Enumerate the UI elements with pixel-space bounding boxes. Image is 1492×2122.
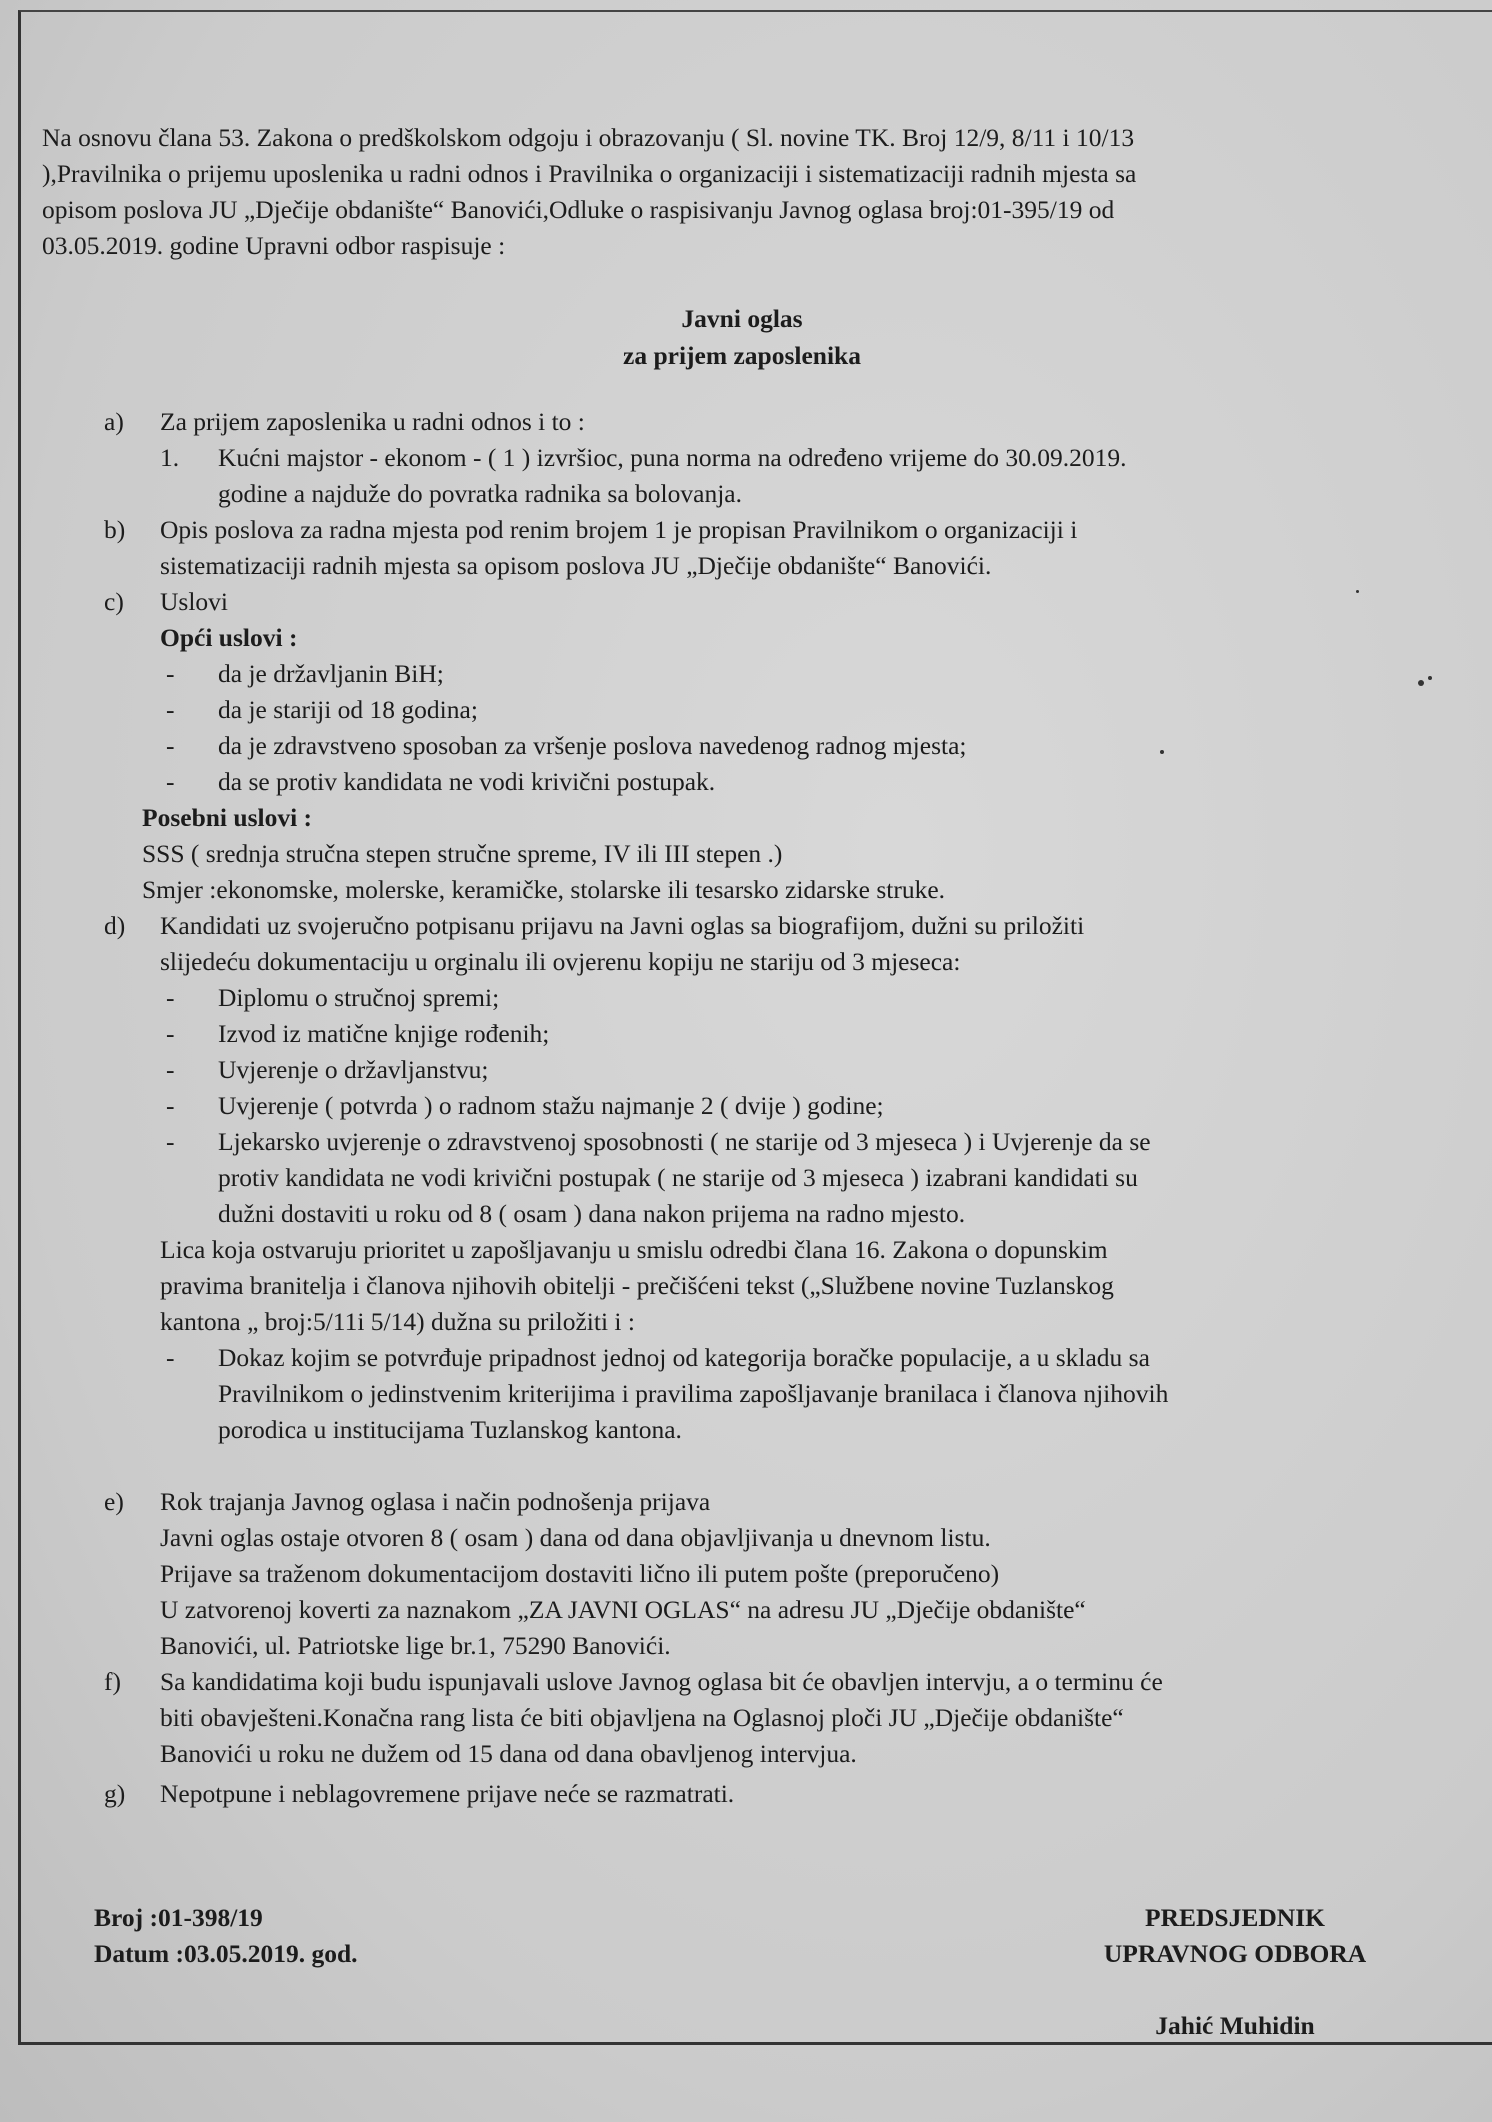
scan-speck [1418,680,1424,686]
intro-line: Na osnovu člana 53. Zakona o predškolskom odgoju i obrazovanju ( Sl. novine TK. Broj 12/9, 8/11 i 10/13 [42,123,1135,152]
document-body [42,120,1442,1812]
scan-speck [1428,676,1432,680]
section-f-line: Banovići u roku ne dužem od 15 dana od dana obavljenog intervjua. [160,1739,857,1768]
signature-block [1060,1900,1410,2044]
section-d-line: Kandidati uz svojeručno potpisanu prijavu na Javni oglas sa biografijom, dužni su priložiti [160,911,1085,940]
title-line-1: Javni oglas [681,304,803,333]
list-item [160,1088,1442,1124]
list-item [160,764,1442,800]
dash-mark: - [166,731,175,760]
section-f-line: biti obavješteni.Konačna rang lista će biti objavljena na Oglasnoj ploči JU „Dječije obdanište“ [160,1703,1124,1732]
signatory-name: Jahić Muhidin [1155,2011,1315,2040]
list-item [160,1124,1442,1232]
dash-mark: - [166,983,175,1012]
section-b-line: sistematizaciji radnih mjesta sa opisom poslova JU „Dječije obdanište“ Banovići. [160,551,992,580]
section-letter: g) [104,1779,126,1808]
section-e-line: Javni oglas ostaje otvoren 8 ( osam ) dana od dana objavljivanja u dnevnom listu. [160,1523,991,1552]
list-item-text: da je stariji od 18 godina; [218,695,478,724]
scan-speck [1160,750,1164,754]
section-d-line: slijedeću dokumentaciju u orginalu ili ovjerenu kopiju ne stariju od 3 mjeseca: [160,947,961,976]
list-item [160,980,1442,1016]
dash-mark: - [166,695,175,724]
list-item-text: porodica u institucijama Tuzlanskog kantona. [218,1415,682,1444]
dash-mark: - [166,1019,175,1048]
signatory-title: UPRAVNOG ODBORA [1103,1939,1367,1968]
position-item [160,440,1442,512]
section-f-line: Sa kandidatima koji budu ispunjavali uslove Javnog oglasa bit će obavljen intervju, a o terminu će [160,1667,1163,1696]
section-c [42,584,1442,908]
item-number: 1. [160,443,180,472]
section-b-line: Opis poslova za radna mjesta pod renim brojem 1 je propisan Pravilnikom o organizaciji i [160,515,1078,544]
section-c-heading: Uslovi [160,587,229,616]
list-item-text: dužni dostaviti u roku od 8 ( osam ) dana nakon prijema na radno mjesto. [218,1199,966,1228]
title-line-2: za prijem zaposlenika [623,341,861,370]
list-item-text: Uvjerenje o državljanstvu; [218,1055,489,1084]
section-e-line: Prijave sa traženom dokumentacijom dostaviti lično ili putem pošte (preporučeno) [160,1559,1000,1588]
section-f [42,1664,1442,1772]
section-d [42,908,1442,1448]
section-letter: f) [104,1667,121,1696]
general-conditions-heading: Opći uslovi : [160,623,298,652]
list-item-text: Diplomu o stručnoj spremi; [218,983,500,1012]
section-a [42,404,1442,512]
section-e-line: Rok trajanja Javnog oglasa i način podnošenja prijava [160,1487,711,1516]
section-e [42,1484,1442,1664]
item-line: Kućni majstor - ekonom - ( 1 ) izvršioc, puna norma na određeno vrijeme do 30.09.2019. [218,443,1127,472]
section-e-line: Banovići, ul. Patriotske lige br.1, 75290 Banovići. [160,1631,671,1660]
intro-line: ),Pravilnika o prijemu uposlenika u radni odnos i Pravilnika o organizaciji i sistematizaciji radnih mjesta sa [42,159,1137,188]
document-date: Datum :03.05.2019. god. [94,1939,358,1968]
scan-speck [1356,590,1359,593]
section-letter: d) [104,911,126,940]
dash-mark: - [166,1091,175,1120]
dash-mark: - [166,1127,175,1156]
section-g-text: Nepotpune i neblagovremene prijave neće se razmatrati. [160,1779,735,1808]
signatory-title: PREDSJEDNIK [1145,1903,1325,1932]
list-item-text: protiv kandidata ne vodi krivični postupak ( ne starije od 3 mjeseca ) izabrani kandidati su [218,1163,1138,1192]
list-item-text: Pravilnikom o jedinstvenim kriterijima i pravilima zapošljavanje branilaca i članova njihovih [218,1379,1169,1408]
list-item [160,728,1442,764]
list-item-text: da je državljanin BiH; [218,659,444,688]
list-item-text: Dokaz kojim se potvrđuje pripadnost jednoj od kategorija boračke populacije, a u skladu sa [218,1343,1150,1372]
list-item-text: Ljekarsko uvjerenje o zdravstvenoj sposobnosti ( ne starije od 3 mjeseca ) i Uvjerenje da se [218,1127,1151,1156]
special-conditions-heading: Posebni uslovi : [142,803,313,832]
special-condition-line: SSS ( srednja stručna stepen stručne spreme, IV ili III stepen .) [142,839,783,868]
intro-paragraph [42,120,1442,264]
list-item-text: Izvod iz matične knjige rođenih; [218,1019,550,1048]
document-number: Broj :01-398/19 [94,1903,263,1932]
section-b [42,512,1442,584]
list-item-text: da je zdravstveno sposoban za vršenje poslova navedenog radnog mjesta; [218,731,967,760]
reference-block [94,1900,358,1972]
section-letter: a) [104,407,124,436]
list-item [160,1016,1442,1052]
list-item-text: da se protiv kandidata ne vodi krivični postupak. [218,767,716,796]
intro-line: opisom poslova JU „Dječije obdanište“ Banovići,Odluke o raspisivanju Javnog oglasa broj:01-395/19 od [42,195,1115,224]
priority-line: Lica koja ostvaruju prioritet u zapošljavanju u smislu odredbi člana 16. Zakona o dopunskim [160,1235,1108,1264]
section-letter: c) [104,587,124,616]
dash-mark: - [166,767,175,796]
document-title [42,300,1442,374]
section-e-line: U zatvorenoj koverti za naznakom „ZA JAVNI OGLAS“ na adresu JU „Dječije obdanište“ [160,1595,1086,1624]
special-condition-line: Smjer :ekonomske, molerske, keramičke, stolarske ili tesarsko zidarske struke. [142,875,946,904]
dash-mark: - [166,1343,175,1372]
priority-line: pravima branitelja i članova njihovih obitelji - prečišćeni tekst („Službene novine Tuzlanskog [160,1271,1114,1300]
item-line: godine a najduže do povratka radnika sa bolovanja. [218,479,742,508]
section-g [42,1776,1442,1812]
priority-line: kantona „ broj:5/11i 5/14) dužna su priložiti i : [160,1307,635,1336]
intro-line: 03.05.2019. godine Upravni odbor raspisuje : [42,231,506,260]
list-item [160,1340,1442,1448]
section-letter: b) [104,515,126,544]
list-item [160,656,1442,692]
section-letter: e) [104,1487,124,1516]
dash-mark: - [166,659,175,688]
section-a-text: Za prijem zaposlenika u radni odnos i to : [160,407,585,436]
list-item [160,692,1442,728]
list-item [160,1052,1442,1088]
dash-mark: - [166,1055,175,1084]
list-item-text: Uvjerenje ( potvrda ) o radnom stažu najmanje 2 ( dvije ) godine; [218,1091,884,1120]
